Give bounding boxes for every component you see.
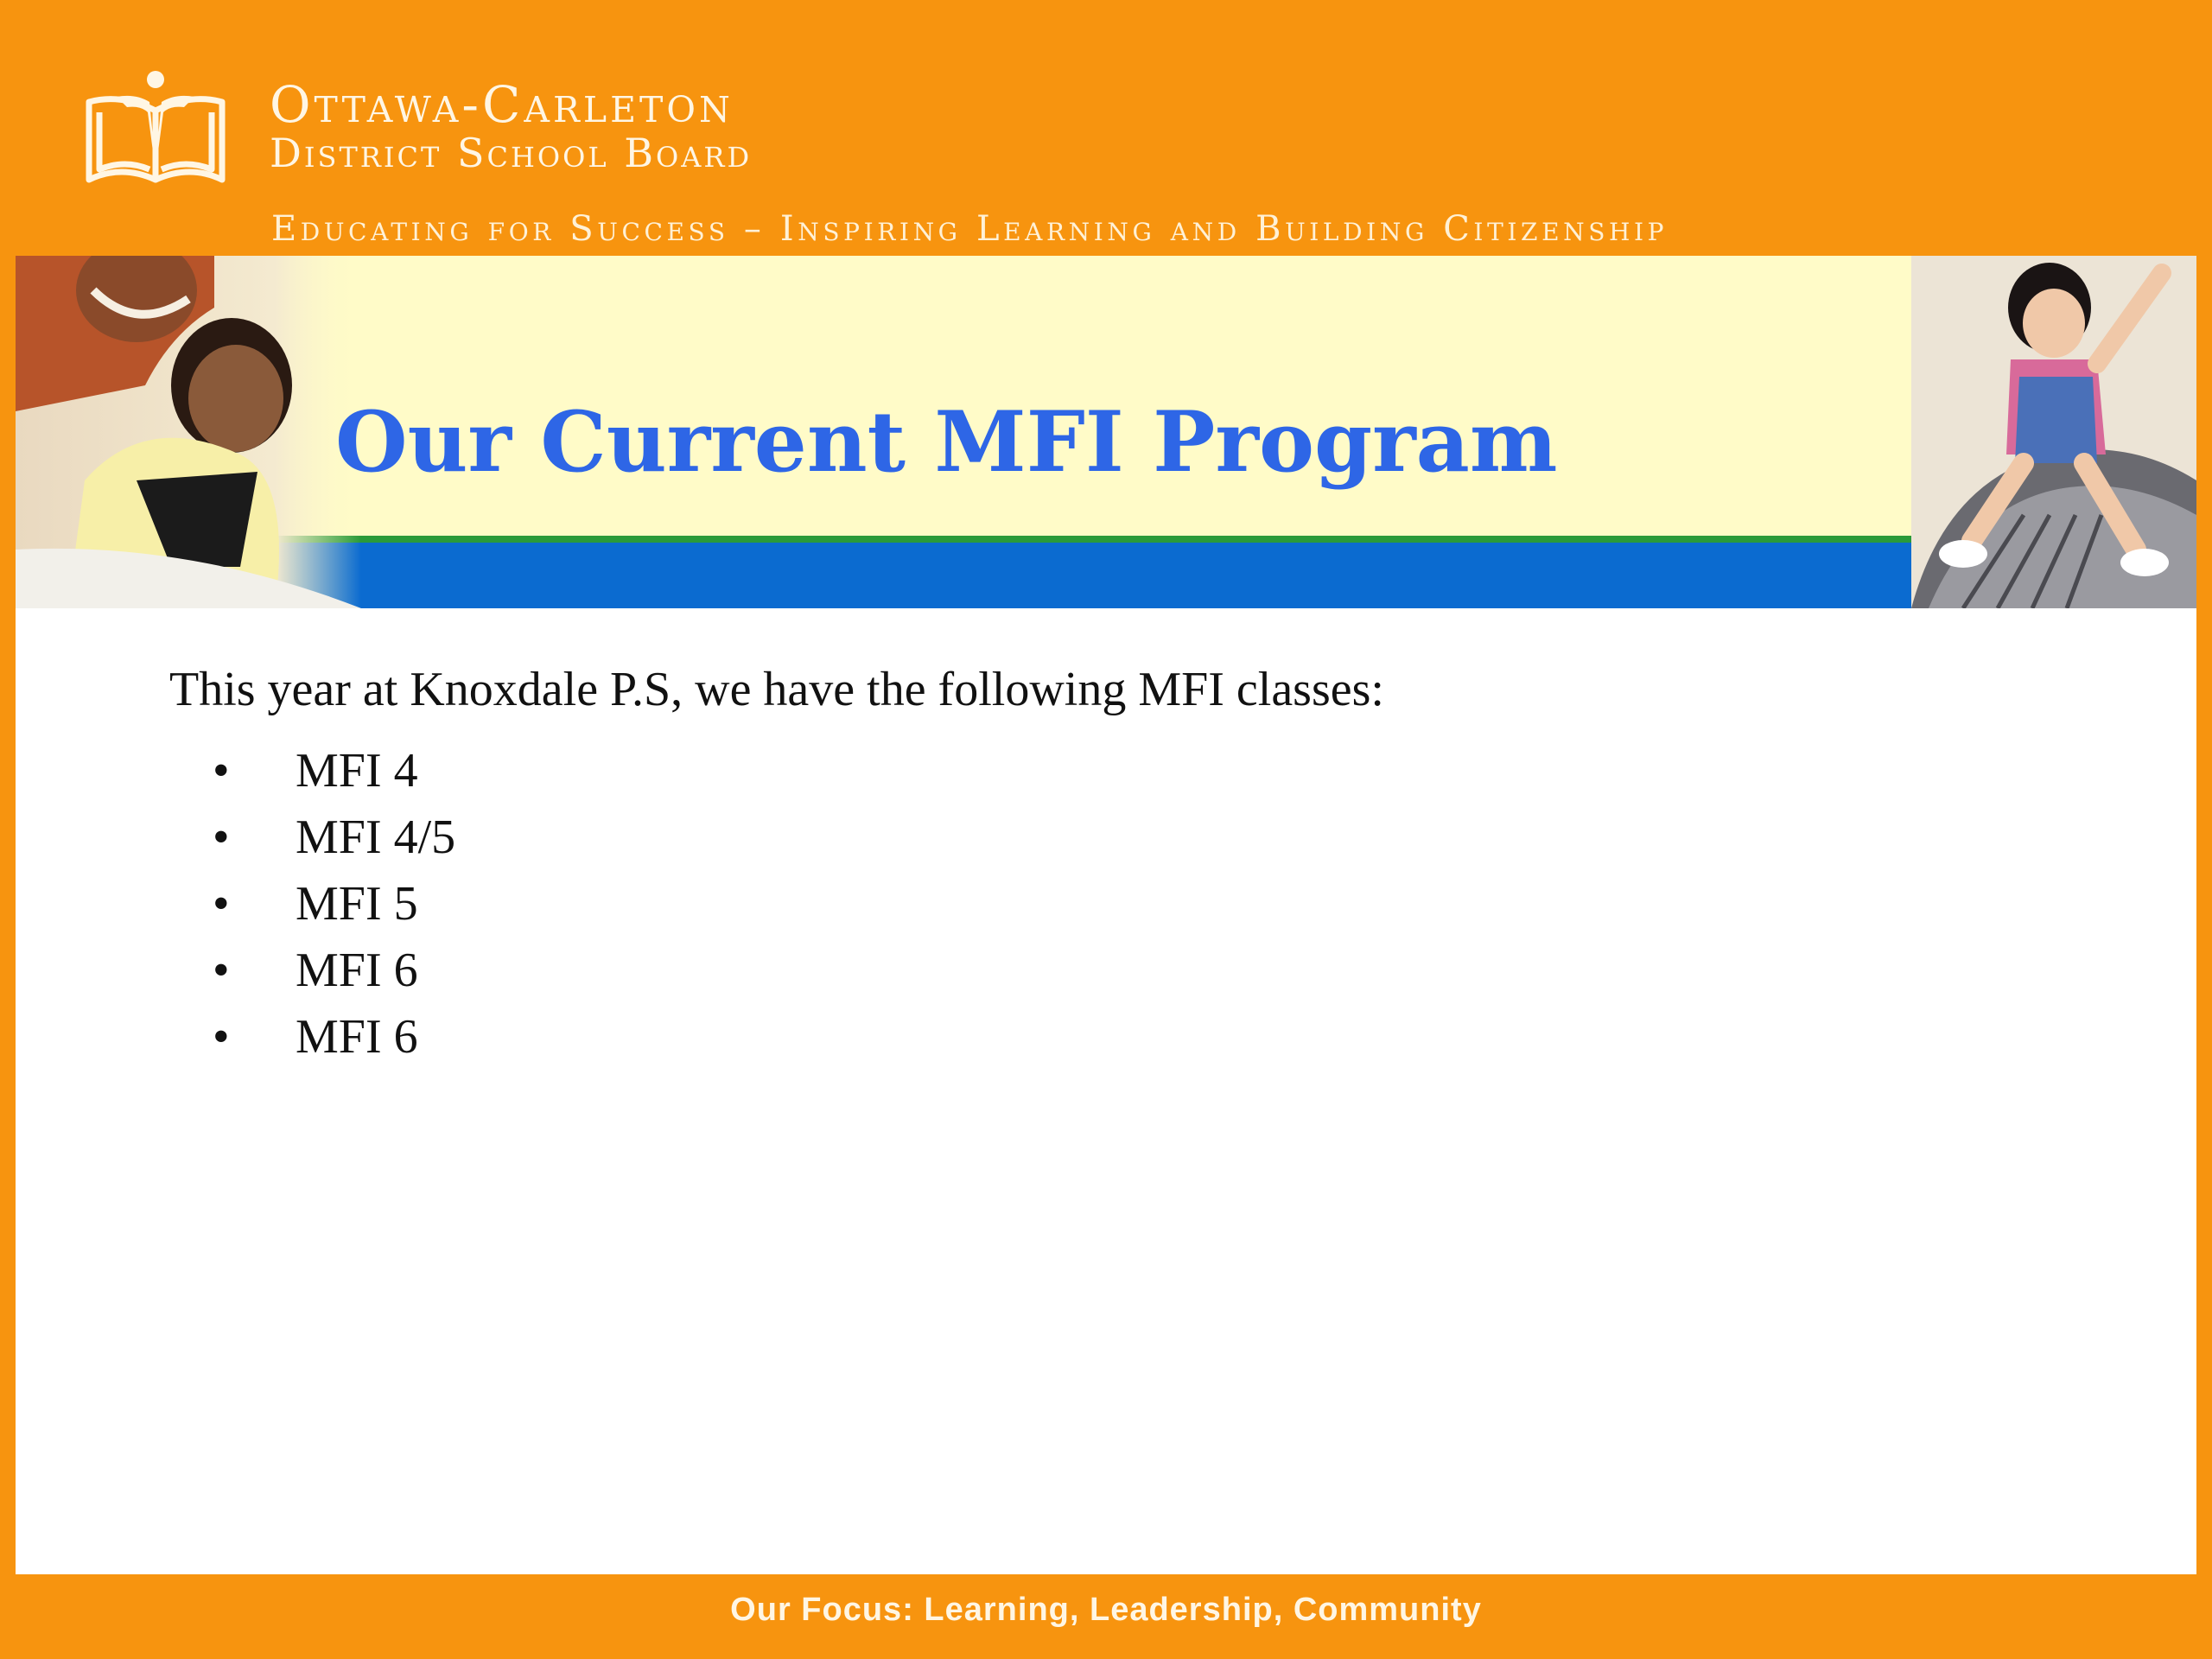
content-area <box>16 608 2196 1574</box>
tagline: Educating for Success – Inspiring Learning and Building Citizenship <box>271 209 1669 249</box>
list-item-label: MFI 5 <box>296 877 418 931</box>
bullet-icon: • <box>213 810 230 864</box>
child-on-slide-photo <box>1911 256 2196 608</box>
open-book-with-figure-icon <box>82 67 229 188</box>
parent-and-child-photo <box>16 256 361 608</box>
slide-title: Our Current MFI Program <box>335 393 1558 491</box>
bullet-icon: • <box>213 944 230 997</box>
org-name-line2: District School Board <box>270 130 753 176</box>
intro-text: This year at Knoxdale P.S, we have the following MFI classes: <box>169 663 1384 716</box>
org-name-line1: Ottawa-Carleton <box>270 75 734 134</box>
bullet-icon: • <box>213 877 230 931</box>
footer-text: Our Focus: Learning, Leadership, Community <box>730 1592 1482 1628</box>
list-item-label: MFI 4 <box>296 744 418 798</box>
list-item-label: MFI 6 <box>296 1010 418 1064</box>
list-item-label: MFI 6 <box>296 944 418 997</box>
bullet-icon: • <box>213 744 230 798</box>
bullet-icon: • <box>213 1010 230 1064</box>
org-name <box>270 75 753 176</box>
list-item-label: MFI 4/5 <box>296 810 456 864</box>
